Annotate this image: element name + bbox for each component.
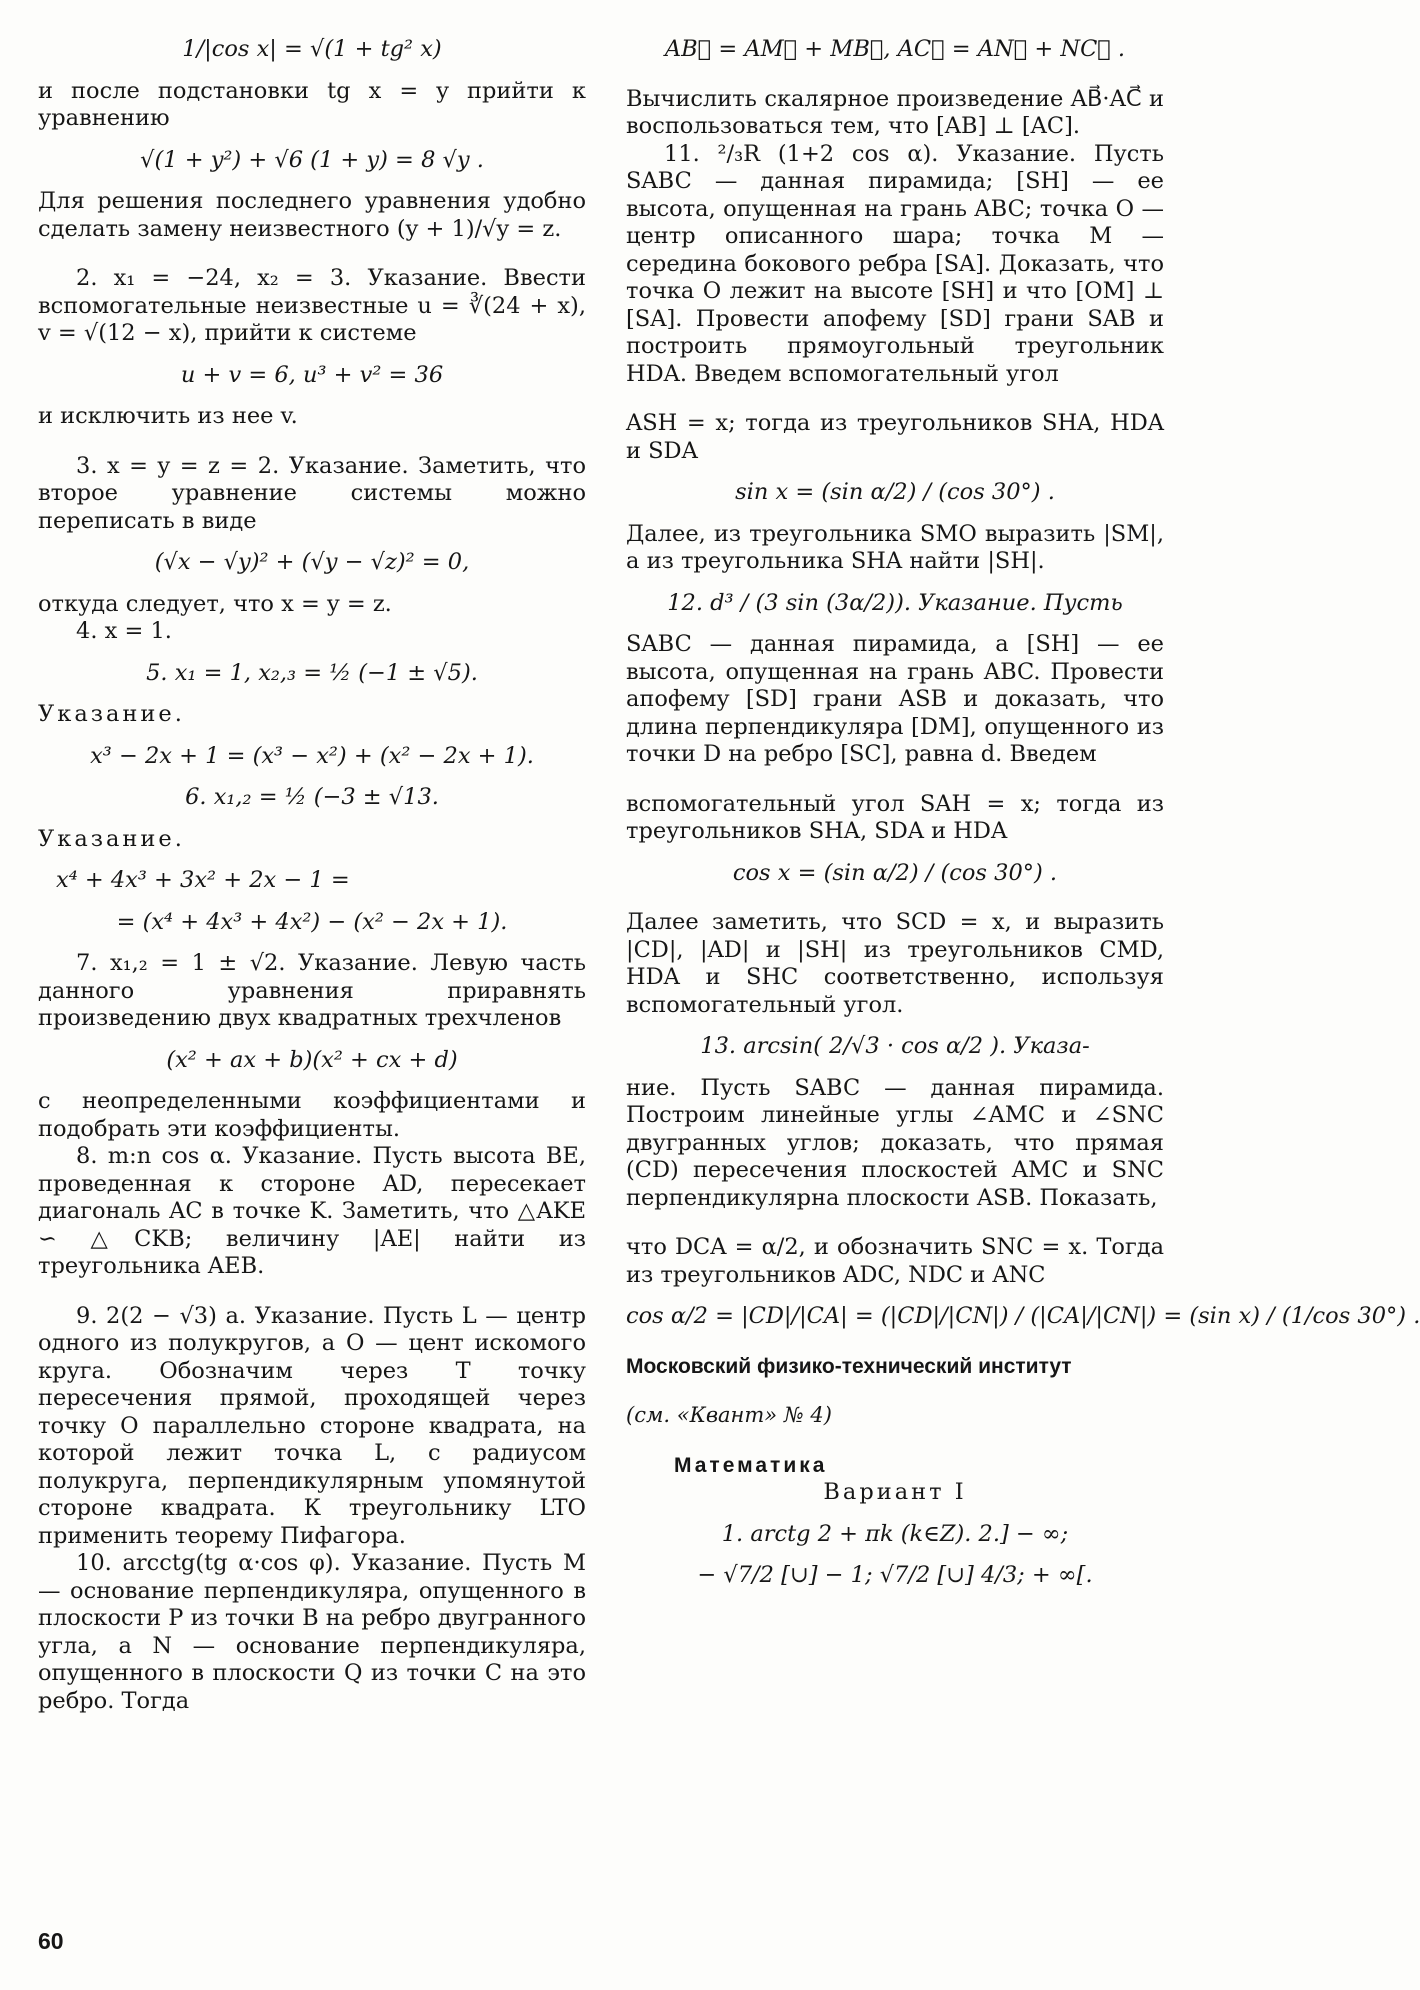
formula: AB⃗ = AM⃗ + MB⃗, AC⃗ = AN⃗ + NC⃗ . bbox=[664, 36, 1126, 62]
paragraph: 9. 2(2 − √3) a. Указание. Пусть L — центр одного из полукругов, а O — цент искомого круга. Обозначим через T точку пересечения прямой, проходящей через точку O параллельно стороне квадрата, на которой лежит точка L, с радиусом полукруга, перпендикулярным упомянутой стороне квадрата. К треугольнику LTO применить теорему Пифагора. bbox=[38, 1302, 586, 1549]
paragraph: Для решения последнего уравнения удобно сделать замену неизвестного (y + 1)/√y = z. bbox=[38, 188, 586, 242]
paragraph: вспомогательный угол SAH = x; тогда из треугольников SHA, SDA и HDA bbox=[626, 790, 1164, 844]
formula: 6. x₁,₂ = ½ (−3 ± √13. bbox=[185, 784, 439, 810]
formula: cos x = (sin α/2) / (cos 30°) . bbox=[732, 859, 1058, 886]
formula: x³ − 2x + 1 = (x³ − x²) + (x² − 2x + 1). bbox=[90, 742, 534, 769]
section-heading: Математика bbox=[674, 1453, 828, 1477]
formula: 1/|cos x| = √(1 + tg² x) bbox=[182, 36, 442, 62]
section-heading: (см. «Квант» № 4) bbox=[626, 1403, 832, 1427]
paragraph: Далее заметить, что SCD = x, и выразить |CD|, |AD| и |SH| из треугольников CMD, HDA и SHC соответственно, используя вспомогательный угол. bbox=[626, 909, 1164, 1018]
right-column bbox=[626, 22, 1420, 1604]
paragraph: 11. ²/₃R (1+2 cos α). Указание. Пусть SABC — данная пирамида; [SH] — ее высота, опущенная на грань ABC; точка O — центр описанного шара; точка M — середина бокового ребра [SA]. Доказать, что точка O лежит на высоте [SH] и что [OM] ⊥ [SA]. Провести апофему [SD] грани SAB и построить прямоугольный треугольник HDA. Введем вспомогательный угол bbox=[626, 140, 1164, 387]
paragraph: 3. x = y = z = 2. Указание. Заметить, что второе уравнение системы можно переписать в виде bbox=[38, 452, 586, 534]
paragraph: 4. x = 1. bbox=[76, 618, 172, 644]
formula: (x² + ax + b)(x² + cx + d) bbox=[166, 1046, 458, 1073]
paragraph: что DCA = α/2, и обозначить SNC = x. Тогда из треугольников ADC, NDC и ANC bbox=[626, 1234, 1164, 1288]
section-heading: Московский физико-технический институт bbox=[626, 1354, 1072, 1378]
paragraph: 10. arcctg(tg α·cos φ). Указание. Пусть M — основание перпендикуляра, опущенного в плоскости P из точки B на ребро двугранного угла, а N — основание перпендикуляра, опущенного в плоскости Q из точки C на это ребро. Тогда bbox=[38, 1550, 586, 1714]
formula: x⁴ + 4x³ + 3x² + 2x − 1 = bbox=[56, 867, 350, 893]
formula: u + v = 6, u³ + v² = 36 bbox=[180, 361, 444, 388]
paragraph: Указание. bbox=[38, 701, 185, 727]
paragraph: с неопределенными коэффициентами и подобрать эти коэффициенты. bbox=[38, 1088, 586, 1142]
paragraph: 7. x₁,₂ = 1 ± √2. Указание. Левую часть данного уравнения приравнять произведению двух квадратных трехчленов bbox=[38, 950, 586, 1031]
formula: √(1 + y²) + √6 (1 + y) = 8 √y . bbox=[140, 146, 484, 173]
formula: 12. d³ / (3 sin (3α/2)). Указание. Пусть bbox=[667, 589, 1123, 616]
paragraph: Вычислить скалярное произведение AB⃗·AC⃗ и воспользоваться тем, что [AB] ⊥ [AC]. bbox=[626, 85, 1164, 139]
formula: 1. arctg 2 + πk (k∈Z). 2.] − ∞; bbox=[721, 1520, 1069, 1547]
paragraph: 2. x₁ = −24, x₂ = 3. Указание. Ввести вспомогательные неизвестные u = ∛(24 + x), v = √(12 − x), прийти к системе bbox=[38, 265, 586, 346]
left-column bbox=[38, 22, 586, 1715]
paragraph: 8. m:n cos α. Указание. Пусть высота BE, проведенная к стороне AD, пересекает диагональ AC в точке K. Заметить, что △AKE ∽ △CKB; величину |AE| найти из треугольника AEB. bbox=[38, 1143, 586, 1279]
formula: = (x⁴ + 4x³ + 4x²) − (x² − 2x + 1). bbox=[116, 908, 508, 935]
paragraph: и исключить из нее v. bbox=[38, 403, 298, 429]
paragraph: откуда следует, что x = y = z. bbox=[38, 590, 392, 617]
formula: 5. x₁ = 1, x₂,₃ = ½ (−1 ± √5). bbox=[146, 659, 478, 686]
paragraph: Указание. bbox=[38, 825, 185, 852]
formula: cos α/2 = |CD|/|CA| = (|CD|/|CN|) / (|CA|/|CN|) = (sin x) / (1/cos 30°) . bbox=[626, 1303, 1420, 1329]
formula: 13. arcsin( 2/√3 · cos α/2 ). Указа- bbox=[700, 1033, 1090, 1059]
paragraph: и после подстановки tg x = y прийти к уравнению bbox=[38, 77, 586, 131]
formula: sin x = (sin α/2) / (cos 30°) . bbox=[735, 479, 1055, 505]
paragraph: Далее, из треугольника SMO выразить |SM|, а из треугольника SHA найти |SH|. bbox=[626, 520, 1164, 574]
formula: (√x − √y)² + (√y − √z)² = 0, bbox=[154, 549, 470, 575]
section-heading: Вариант I bbox=[823, 1479, 967, 1505]
formula: − √7/2 [∪] − 1; √7/2 [∪] 4/3; + ∞[. bbox=[697, 1562, 1093, 1588]
page-number: 60 bbox=[38, 1928, 64, 1954]
paragraph: ASH = x; тогда из треугольников SHA, HDA и SDA bbox=[626, 410, 1164, 464]
paragraph: ние. Пусть SABC — данная пирамида. Построим линейные углы ∠AMC и ∠SNC двугранных углов; доказать, что прямая (CD) пересечения плоскостей AMC и SNC перпендикулярна плоскости ASB. Показать, bbox=[626, 1074, 1164, 1211]
paragraph: SABC — данная пирамида, а [SH] — ее высота, опущенная на грань ABC. Провести апофему [SD] грани ASB и доказать, что длина перпендикуляра [DM], опущенного из точки D на ребро [SC], равна d. Введем bbox=[626, 631, 1164, 767]
